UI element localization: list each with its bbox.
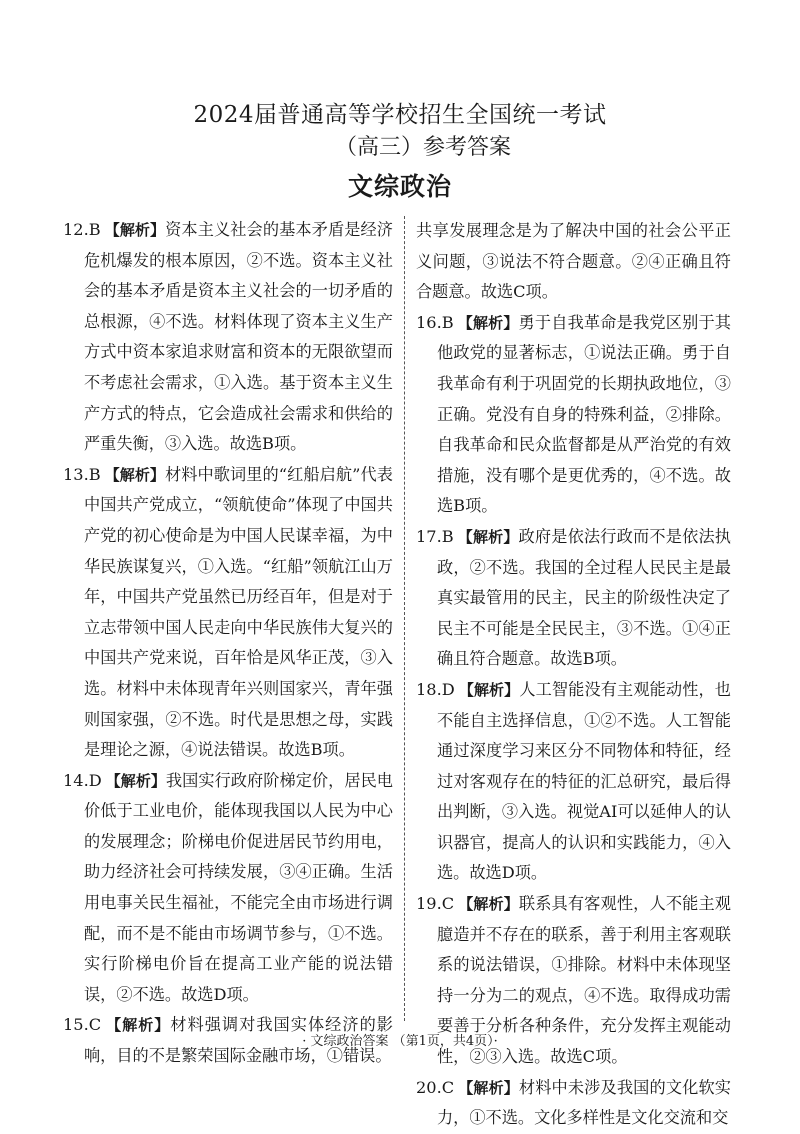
answer-number: 12.B: [63, 220, 101, 239]
exam-title: 2024届普通高等学校招生全国统一考试: [193, 102, 607, 128]
answer-text: 政府是依法行政而不是依法执政，②不选。我国的全过程人民民主是最真实最管用的民主，民主的阶级性决定了民主不可能是全民民主，③不选。①④正确且符合题意。故选B项。: [437, 526, 731, 669]
exam-subtitle-text: （高三）参考答案: [334, 135, 511, 160]
left-column: [63, 215, 393, 1072]
answer-text: 人工智能没有主观能动性，也不能自主选择信息，①②不选。人工智能通过深度学习来区分不同物体和特征，经过对客观存在的特征的汇总研究，最后得出判断，③入选。视觉AI可以延伸人的认识器官，提高人的认识和实践能力，④入选。故选D项。: [437, 679, 731, 883]
answer-number: 13.B: [63, 464, 101, 484]
exam-subtitle: [0, 130, 800, 161]
subject-heading: 文综政治: [347, 172, 452, 201]
answer-number: 19.C: [416, 894, 455, 914]
analysis-tag: 【解析】: [458, 1078, 519, 1097]
right-column: [416, 216, 731, 1134]
answer-item: [63, 766, 393, 1011]
answer-text: 联系具有客观性，人不能主观臆造并不存在的联系，善于利用主客观联系的说法错误，①排除。材料中未体现坚持一分为二的观点，④不选。取得成功需要善于分析各种条件，充分发挥主观能动性，②③入选。故选C项。: [437, 894, 731, 1067]
page-footer: · 文综政治答案 （第1页，共4页）·: [302, 1034, 498, 1049]
analysis-tag: 【解析】: [458, 680, 520, 699]
continued-text: 共享发展理念是为了解决中国的社会公平正义问题，③说法不符合题意。②④正确且符合题意。故选C项。: [416, 221, 731, 302]
answer-item: [416, 675, 731, 889]
answer-number: 14.D: [63, 770, 102, 790]
answer-number: 18.D: [416, 679, 455, 699]
answer-number: 17.B: [416, 526, 454, 546]
column-divider: [404, 216, 405, 1021]
answer-item: [63, 215, 393, 460]
answer-text: 我国实行政府阶梯定价，居民电价低于工业电价，能体现我国以人民为中心的发展理念；阶梯电价促进居民节约用电，助力经济社会可持续发展，③④正确。生活用电事关民生福祉，不能完全由市场进行调配，而不是不能由市场调节参与，①不选。实行阶梯电价旨在提高工业产能的说法错误，②不选。故选D项。: [84, 770, 393, 1004]
answer-text: 材料强调对我国实体经济的影响，目的不是繁荣国际金融市场，①错误。: [84, 1015, 393, 1066]
analysis-tag: 【解析】: [105, 1016, 171, 1035]
analysis-tag: 【解析】: [458, 895, 519, 914]
analysis-tag: 【解析】: [105, 771, 166, 790]
answer-item: [63, 460, 393, 766]
answer-text: 资本主义社会的基本矛盾是经济危机爆发的根本原因，②不选。资本主义社会的基本矛盾是资本主义社会的一切矛盾的总根源，④不选。材料体现了资本主义生产方式中资本家追求财富和资本的无限欲望而不考虑社会需求，①入选。基于资本主义生产方式的特点，它会造成社会需求和供给的严重失衡，③入选。故选B项。: [84, 220, 393, 454]
answer-item: [416, 308, 731, 522]
analysis-tag: 【解析】: [104, 465, 165, 484]
answer-text: 材料中歌词里的“红船启航”代表中国共产党成立，“领航使命”体现了中国共产党的初心使命是为中国人民谋幸福，为中华民族谋复兴，①入选。“红船”领航江山万年，中国共产党虽然已历经百年，但是对于立志带领中国人民走向中华民族伟大复兴的中国共产党来说，百年恰是风华正茂，③入选。材料中未体现青年兴则国家兴，青年强则国家强，②不选。时代是思想之母，实践是理论之源，④说法错误。故选B项。: [84, 464, 393, 760]
analysis-tag: 【解析】: [457, 313, 519, 332]
answer-text: 材料中未涉及我国的文化软实力，①不选。文化多样性是文化交流和交: [437, 1077, 731, 1128]
answer-number: 16.B: [416, 312, 454, 332]
analysis-tag: 【解析】: [104, 221, 166, 239]
answer-item: [416, 1073, 731, 1134]
answer-text: 勇于自我革命是我党区别于其他政党的显著标志，①说法正确。勇于自我革命有利于巩固党的长期执政地位，③正确。党没有自身的特殊利益，②排除。自我革命和民众监督都是从严治党的有效措施，没有哪个是更优秀的，④不选。故选B项。: [437, 312, 731, 516]
answer-number: 15.C: [63, 1015, 102, 1035]
answer-item: [416, 522, 731, 675]
analysis-tag: 【解析】: [457, 527, 519, 546]
answer-number: 20.C: [416, 1077, 455, 1097]
